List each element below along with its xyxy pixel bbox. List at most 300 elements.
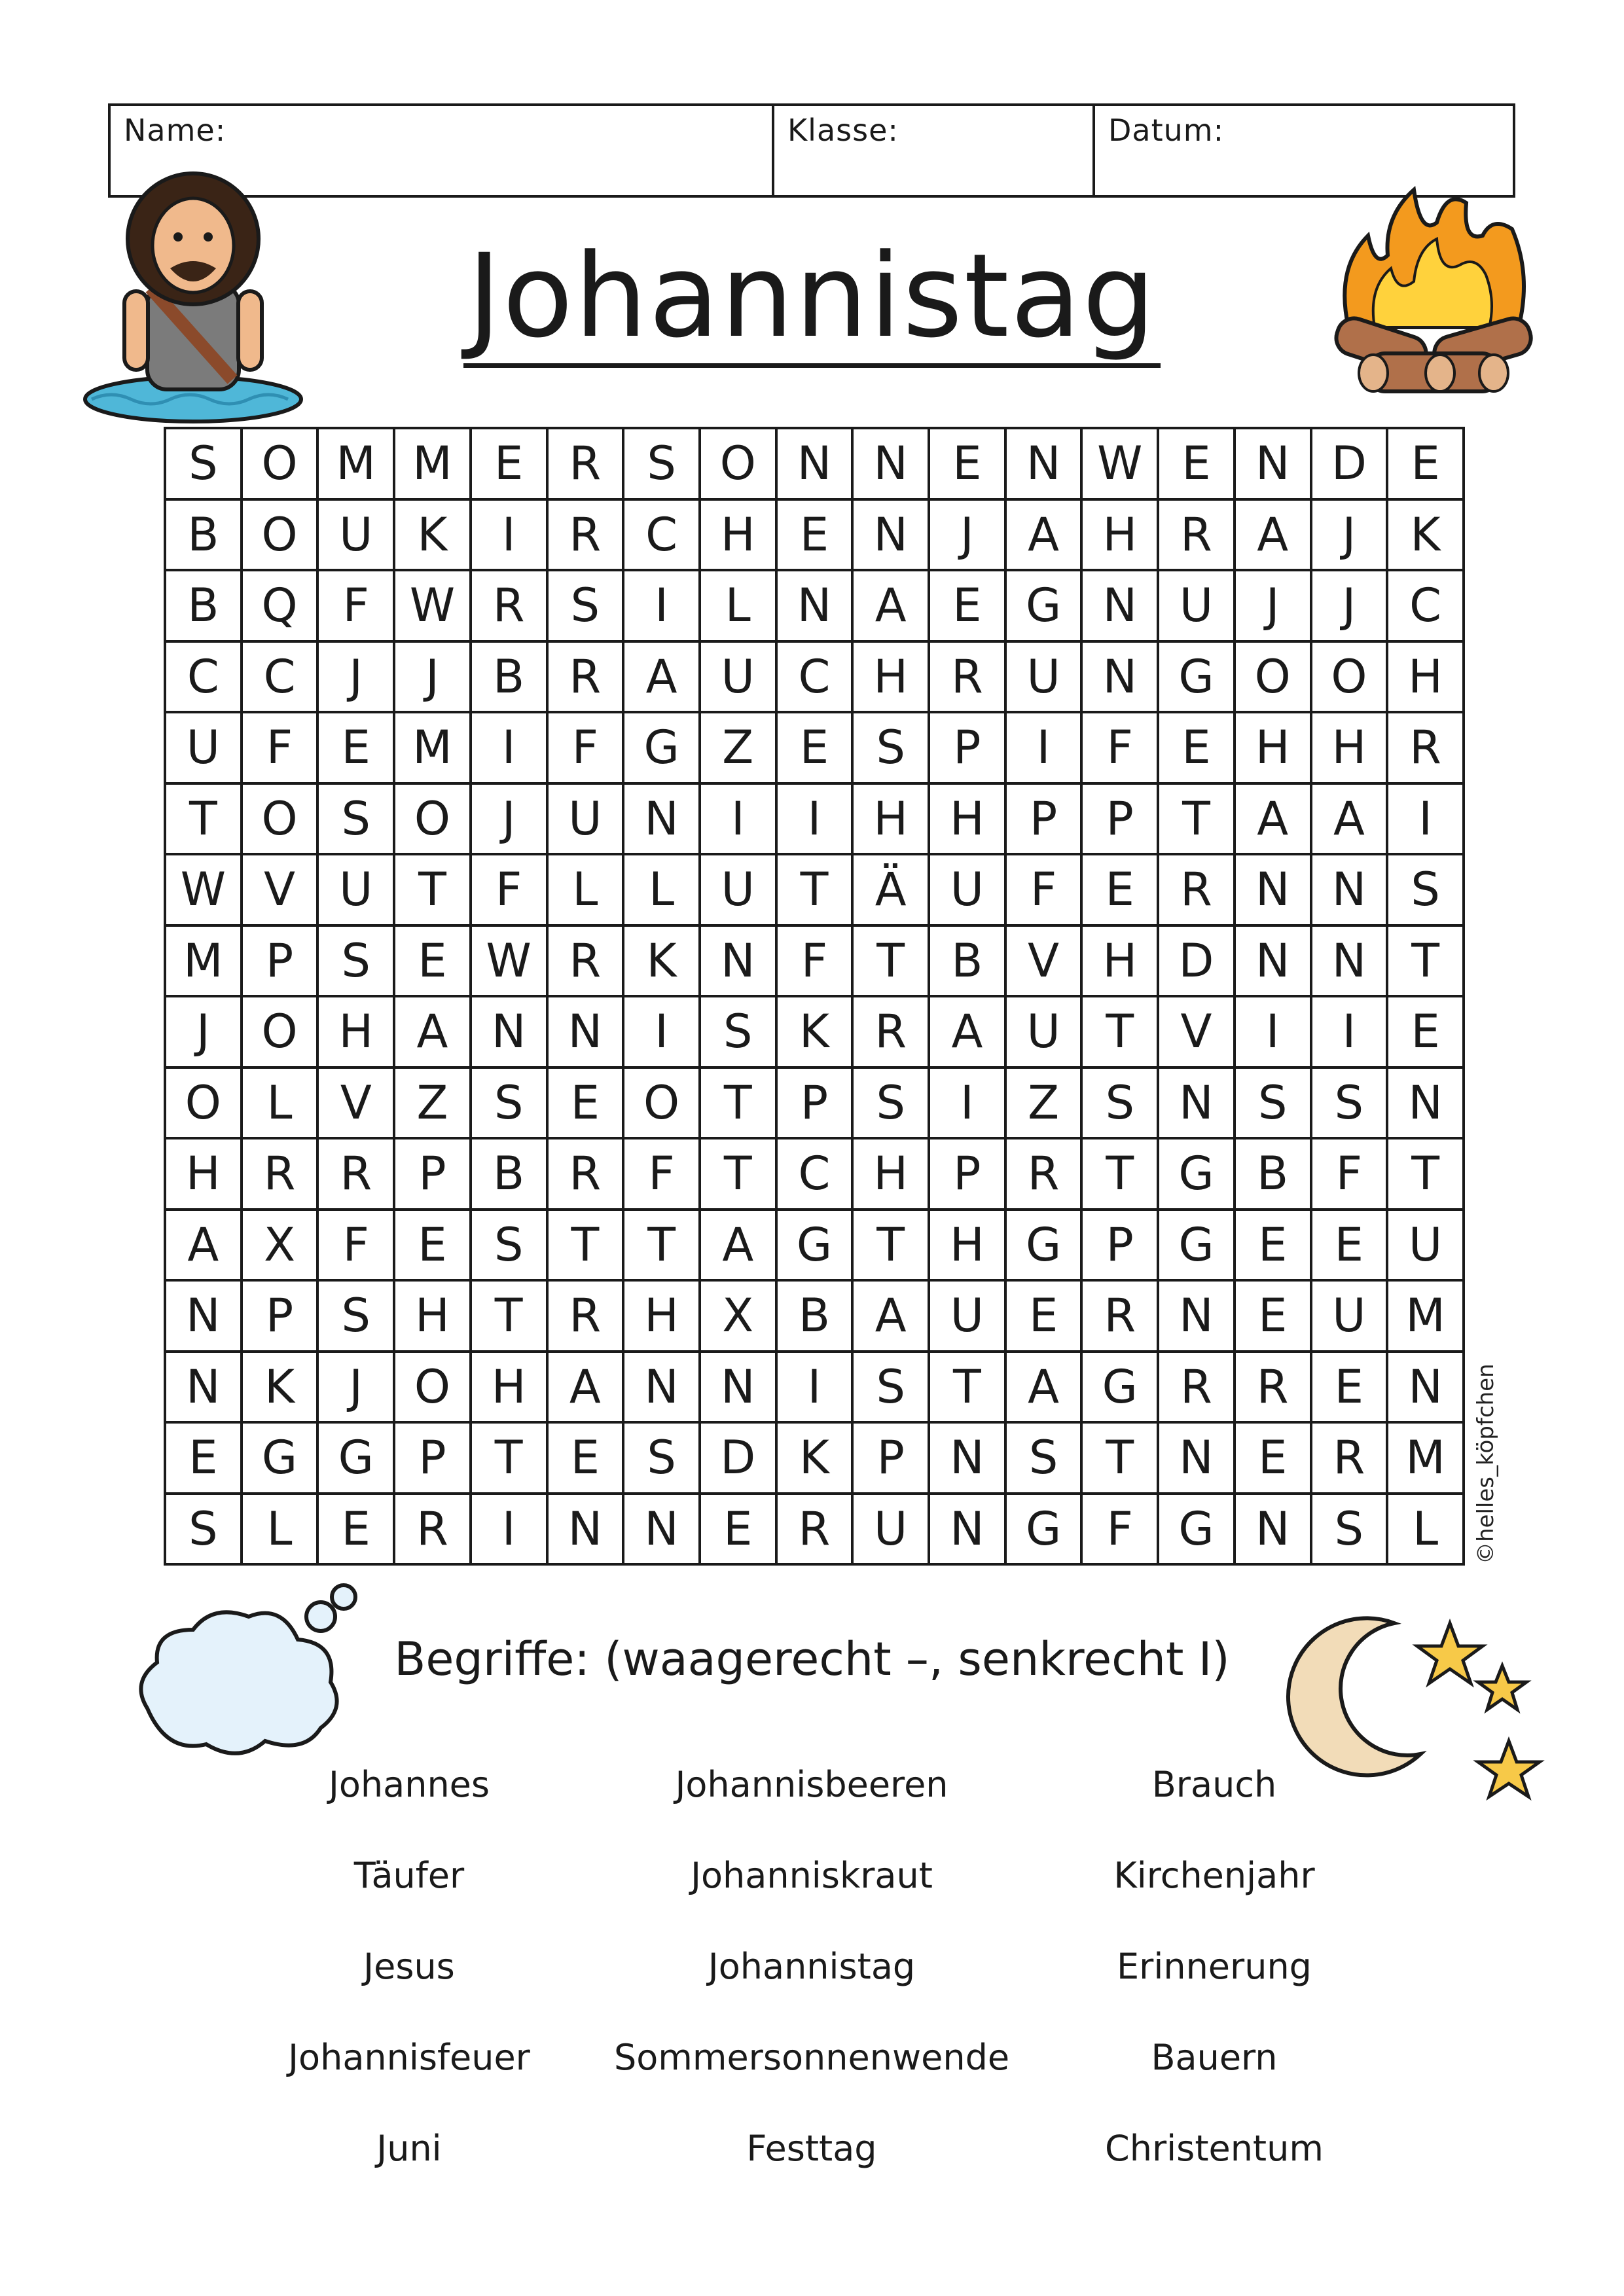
grid-cell[interactable]: C <box>623 499 700 571</box>
grid-cell[interactable]: L <box>242 1494 318 1565</box>
grid-cell[interactable]: I <box>776 1352 853 1423</box>
grid-cell[interactable]: E <box>1311 1210 1388 1281</box>
grid-cell[interactable]: P <box>929 1138 1005 1210</box>
grid-cell[interactable]: N <box>1158 1280 1235 1352</box>
grid-cell[interactable]: E <box>929 428 1005 499</box>
grid-cell[interactable]: S <box>852 1352 929 1423</box>
grid-cell[interactable]: A <box>1005 1352 1082 1423</box>
grid-cell[interactable]: U <box>700 641 776 713</box>
grid-cell[interactable]: N <box>1235 925 1311 997</box>
grid-cell[interactable]: P <box>1005 783 1082 855</box>
grid-cell[interactable]: F <box>1081 1494 1158 1565</box>
grid-cell[interactable]: T <box>776 854 853 925</box>
grid-cell[interactable]: N <box>1158 1067 1235 1139</box>
grid-cell[interactable]: N <box>623 1494 700 1565</box>
grid-cell[interactable]: P <box>929 712 1005 783</box>
grid-cell[interactable]: T <box>471 1422 547 1494</box>
grid-cell[interactable]: L <box>623 854 700 925</box>
grid-cell[interactable]: H <box>165 1138 242 1210</box>
grid-cell[interactable]: S <box>852 1067 929 1139</box>
grid-cell[interactable]: H <box>929 783 1005 855</box>
grid-cell[interactable]: G <box>1081 1352 1158 1423</box>
grid-cell[interactable]: N <box>700 1352 776 1423</box>
grid-cell[interactable]: R <box>547 1280 624 1352</box>
grid-cell[interactable]: F <box>1005 854 1082 925</box>
grid-cell[interactable]: M <box>394 712 471 783</box>
grid-cell[interactable]: R <box>1158 499 1235 571</box>
grid-cell[interactable]: Z <box>700 712 776 783</box>
grid-cell[interactable]: R <box>1158 1352 1235 1423</box>
word-column-2 <box>583 1764 1041 2222</box>
grid-cell[interactable]: R <box>852 996 929 1067</box>
grid-cell[interactable]: H <box>700 499 776 571</box>
grid-cell[interactable]: R <box>1311 1422 1388 1494</box>
grid-row <box>165 641 1464 713</box>
grid-cell[interactable]: R <box>1235 1352 1311 1423</box>
grid-cell[interactable]: R <box>1158 854 1235 925</box>
grid-cell[interactable]: A <box>623 641 700 713</box>
grid-cell[interactable]: E <box>1005 1280 1082 1352</box>
grid-cell[interactable]: X <box>700 1280 776 1352</box>
grid-cell[interactable]: E <box>1158 712 1235 783</box>
grid-cell[interactable]: T <box>852 925 929 997</box>
grid-cell[interactable]: R <box>1005 1138 1082 1210</box>
grid-cell[interactable]: O <box>623 1067 700 1139</box>
grid-cell[interactable]: R <box>471 570 547 641</box>
grid-cell[interactable]: S <box>700 996 776 1067</box>
grid-cell[interactable]: W <box>1081 428 1158 499</box>
grid-cell[interactable]: B <box>1235 1138 1311 1210</box>
grid-cell[interactable]: K <box>242 1352 318 1423</box>
grid-cell[interactable]: G <box>1005 570 1082 641</box>
grid-cell[interactable]: E <box>1235 1210 1311 1281</box>
grid-cell[interactable]: P <box>242 925 318 997</box>
grid-cell[interactable]: Z <box>1005 1067 1082 1139</box>
grid-cell[interactable]: J <box>1311 499 1388 571</box>
grid-cell[interactable]: T <box>1081 1138 1158 1210</box>
grid-cell[interactable]: H <box>1311 712 1388 783</box>
grid-cell[interactable]: G <box>1158 1494 1235 1565</box>
grid-cell[interactable]: N <box>1235 1494 1311 1565</box>
grid-cell[interactable]: I <box>1235 996 1311 1067</box>
grid-cell[interactable]: B <box>165 499 242 571</box>
grid-cell[interactable]: H <box>471 1352 547 1423</box>
grid-cell[interactable]: M <box>1387 1280 1464 1352</box>
grid-row <box>165 1210 1464 1281</box>
grid-cell[interactable]: E <box>547 1422 624 1494</box>
grid-cell[interactable]: U <box>1311 1280 1388 1352</box>
grid-cell[interactable]: I <box>1311 996 1388 1067</box>
grid-cell[interactable]: L <box>700 570 776 641</box>
grid-cell[interactable]: A <box>852 1280 929 1352</box>
grid-row <box>165 1422 1464 1494</box>
grid-cell[interactable]: G <box>242 1422 318 1494</box>
grid-cell[interactable]: E <box>700 1494 776 1565</box>
word-column-1 <box>180 1764 638 2222</box>
grid-cell[interactable]: M <box>394 428 471 499</box>
grid-cell[interactable]: S <box>1081 1067 1158 1139</box>
grid-cell[interactable]: V <box>242 854 318 925</box>
grid-cell[interactable]: I <box>776 783 853 855</box>
grid-cell[interactable]: S <box>852 712 929 783</box>
grid-cell[interactable]: N <box>1235 428 1311 499</box>
grid-cell[interactable]: T <box>700 1067 776 1139</box>
grid-cell[interactable]: S <box>1235 1067 1311 1139</box>
grid-cell[interactable]: L <box>547 854 624 925</box>
grid-cell[interactable]: C <box>1387 570 1464 641</box>
header-box <box>108 103 1515 198</box>
grid-cell[interactable]: H <box>1081 925 1158 997</box>
bonfire-icon <box>1322 177 1545 412</box>
grid-cell[interactable]: U <box>1387 1210 1464 1281</box>
grid-row <box>165 1067 1464 1139</box>
grid-cell[interactable]: O <box>242 783 318 855</box>
word-item: Johannisbeeren <box>675 1764 948 1805</box>
grid-cell[interactable]: C <box>242 641 318 713</box>
grid-cell[interactable]: E <box>547 1067 624 1139</box>
grid-cell[interactable]: U <box>852 1494 929 1565</box>
grid-cell[interactable]: U <box>929 1280 1005 1352</box>
grid-cell[interactable]: C <box>776 641 853 713</box>
grid-cell[interactable]: P <box>1081 1210 1158 1281</box>
grid-cell[interactable]: K <box>623 925 700 997</box>
grid-cell[interactable]: D <box>700 1422 776 1494</box>
grid-cell[interactable]: S <box>1311 1067 1388 1139</box>
grid-cell[interactable]: T <box>547 1210 624 1281</box>
grid-cell[interactable]: P <box>1081 783 1158 855</box>
grid-cell[interactable]: H <box>852 1138 929 1210</box>
grid-cell[interactable]: U <box>1005 641 1082 713</box>
grid-cell[interactable]: D <box>1311 428 1388 499</box>
grid-row <box>165 925 1464 997</box>
grid-cell[interactable]: E <box>471 428 547 499</box>
grid-cell[interactable]: N <box>700 925 776 997</box>
grid-cell[interactable]: N <box>623 1352 700 1423</box>
grid-cell[interactable]: E <box>1387 996 1464 1067</box>
grid-cell[interactable]: A <box>1005 499 1082 571</box>
grid-cell[interactable]: D <box>1158 925 1235 997</box>
grid-cell[interactable]: B <box>776 1280 853 1352</box>
grid-cell[interactable]: E <box>929 570 1005 641</box>
grid-cell[interactable]: C <box>776 1138 853 1210</box>
grid-cell[interactable]: B <box>929 925 1005 997</box>
grid-cell[interactable]: U <box>317 499 394 571</box>
grid-cell[interactable]: W <box>394 570 471 641</box>
grid-row <box>165 854 1464 925</box>
grid-cell[interactable]: H <box>394 1280 471 1352</box>
grid-cell[interactable]: Z <box>394 1067 471 1139</box>
grid-row <box>165 996 1464 1067</box>
grid-cell[interactable]: N <box>1311 925 1388 997</box>
grid-cell[interactable]: N <box>1235 854 1311 925</box>
grid-cell[interactable]: K <box>776 996 853 1067</box>
grid-cell[interactable]: E <box>1235 1422 1311 1494</box>
grid-cell[interactable]: A <box>547 1352 624 1423</box>
grid-cell[interactable]: J <box>929 499 1005 571</box>
grid-cell[interactable]: J <box>1235 570 1311 641</box>
grid-cell[interactable]: W <box>471 925 547 997</box>
grid-cell[interactable]: I <box>623 996 700 1067</box>
grid-cell[interactable]: E <box>165 1422 242 1494</box>
grid-cell[interactable]: E <box>776 712 853 783</box>
grid-cell[interactable]: G <box>1158 641 1235 713</box>
grid-cell[interactable]: S <box>623 428 700 499</box>
grid-row <box>165 428 1464 499</box>
grid-cell[interactable]: E <box>1387 428 1464 499</box>
grid-cell[interactable]: N <box>623 783 700 855</box>
grid-cell[interactable]: B <box>471 641 547 713</box>
grid-cell[interactable]: E <box>776 499 853 571</box>
grid-cell[interactable]: S <box>165 1494 242 1565</box>
grid-cell[interactable]: J <box>317 641 394 713</box>
grid-cell[interactable]: O <box>242 428 318 499</box>
word-item: Jesus <box>363 1946 455 1987</box>
grid-cell[interactable]: G <box>1158 1210 1235 1281</box>
grid-cell[interactable]: A <box>1235 783 1311 855</box>
grid-cell[interactable]: J <box>165 996 242 1067</box>
grid-row <box>165 499 1464 571</box>
class-label: Klasse: <box>787 113 899 148</box>
grid-cell[interactable]: H <box>1081 499 1158 571</box>
word-item: Kirchenjahr <box>1113 1855 1315 1896</box>
grid-cell[interactable]: M <box>317 428 394 499</box>
grid-cell[interactable]: X <box>242 1210 318 1281</box>
grid-cell[interactable]: F <box>242 712 318 783</box>
grid-cell[interactable]: T <box>852 1210 929 1281</box>
grid-cell[interactable]: T <box>1158 783 1235 855</box>
grid-cell[interactable]: O <box>165 1067 242 1139</box>
grid-cell[interactable]: O <box>1311 641 1388 713</box>
grid-cell[interactable]: J <box>317 1352 394 1423</box>
word-item: Erinnerung <box>1117 1946 1312 1987</box>
grid-cell[interactable]: S <box>471 1067 547 1139</box>
grid-cell[interactable]: W <box>165 854 242 925</box>
grid-cell[interactable]: O <box>1235 641 1311 713</box>
grid-cell[interactable]: R <box>547 428 624 499</box>
grid-cell[interactable]: J <box>394 641 471 713</box>
grid-cell[interactable]: Q <box>242 570 318 641</box>
grid-cell[interactable]: T <box>394 854 471 925</box>
grid-cell[interactable]: G <box>776 1210 853 1281</box>
grid-cell[interactable]: L <box>1387 1494 1464 1565</box>
grid-cell[interactable]: T <box>700 1138 776 1210</box>
grid-cell[interactable]: S <box>547 570 624 641</box>
grid-cell[interactable]: I <box>623 570 700 641</box>
grid-cell[interactable]: K <box>1387 499 1464 571</box>
name-label: Name: <box>124 113 226 148</box>
grid-cell[interactable]: U <box>1158 570 1235 641</box>
grid-cell[interactable]: U <box>929 854 1005 925</box>
grid-cell[interactable]: O <box>242 499 318 571</box>
grid-cell[interactable]: G <box>1005 1210 1082 1281</box>
grid-cell[interactable]: R <box>317 1138 394 1210</box>
grid-cell[interactable]: N <box>547 996 624 1067</box>
grid-cell[interactable]: M <box>165 925 242 997</box>
grid-cell[interactable]: R <box>1081 1280 1158 1352</box>
grid-cell[interactable]: T <box>165 783 242 855</box>
grid-cell[interactable]: S <box>317 783 394 855</box>
grid-cell[interactable]: F <box>547 712 624 783</box>
grid-cell[interactable]: R <box>547 1138 624 1210</box>
grid-cell[interactable]: N <box>929 1494 1005 1565</box>
grid-cell[interactable]: F <box>471 854 547 925</box>
grid-cell[interactable]: G <box>317 1422 394 1494</box>
grid-cell[interactable]: J <box>1311 570 1388 641</box>
grid-cell[interactable]: S <box>317 925 394 997</box>
grid-cell[interactable]: K <box>394 499 471 571</box>
grid-cell[interactable]: N <box>1081 641 1158 713</box>
grid-cell[interactable]: I <box>700 783 776 855</box>
grid-cell[interactable]: E <box>1158 428 1235 499</box>
grid-cell[interactable]: R <box>1387 712 1464 783</box>
grid-cell[interactable]: T <box>1387 1138 1464 1210</box>
grid-cell[interactable]: F <box>317 1210 394 1281</box>
grid-cell[interactable]: C <box>165 641 242 713</box>
grid-cell[interactable]: T <box>1081 1422 1158 1494</box>
grid-cell[interactable]: T <box>1387 925 1464 997</box>
grid-cell[interactable]: Ä <box>852 854 929 925</box>
grid-cell[interactable]: B <box>165 570 242 641</box>
grid-cell[interactable]: U <box>700 854 776 925</box>
page-title: Johannistag <box>463 239 1161 368</box>
grid-cell[interactable]: M <box>1387 1422 1464 1494</box>
grid-cell[interactable]: S <box>1311 1494 1388 1565</box>
grid-cell[interactable]: E <box>394 925 471 997</box>
grid-cell[interactable]: G <box>1005 1494 1082 1565</box>
grid-cell[interactable]: N <box>471 996 547 1067</box>
grid-cell[interactable]: F <box>1311 1138 1388 1210</box>
grid-cell[interactable]: E <box>1235 1280 1311 1352</box>
grid-cell[interactable]: H <box>623 1280 700 1352</box>
word-search-grid <box>164 427 1465 1566</box>
grid-cell[interactable]: H <box>852 641 929 713</box>
grid-cell[interactable]: I <box>1005 712 1082 783</box>
word-item: Sommersonnenwende <box>613 2037 1010 2078</box>
grid-cell[interactable]: N <box>1387 1067 1464 1139</box>
grid-cell[interactable]: O <box>394 1352 471 1423</box>
grid-cell[interactable]: A <box>165 1210 242 1281</box>
terms-heading: Begriffe: (waagerecht –, senkrecht I) <box>394 1632 1230 1686</box>
word-item: Johanniskraut <box>691 1855 933 1896</box>
grid-cell[interactable]: I <box>471 1494 547 1565</box>
grid-cell[interactable]: U <box>317 854 394 925</box>
grid-cell[interactable]: N <box>852 428 929 499</box>
grid-cell[interactable]: A <box>1235 499 1311 571</box>
grid-cell[interactable]: S <box>317 1280 394 1352</box>
grid-cell[interactable]: N <box>1311 854 1388 925</box>
grid-cell[interactable]: N <box>1387 1352 1464 1423</box>
grid-cell[interactable]: N <box>547 1494 624 1565</box>
grid-cell[interactable]: S <box>1387 854 1464 925</box>
grid-cell[interactable]: N <box>165 1352 242 1423</box>
grid-cell[interactable]: U <box>165 712 242 783</box>
grid-cell[interactable]: N <box>929 1422 1005 1494</box>
grid-cell[interactable]: O <box>700 428 776 499</box>
grid-cell[interactable]: U <box>1005 996 1082 1067</box>
grid-cell[interactable]: E <box>317 712 394 783</box>
grid-cell[interactable]: I <box>1387 783 1464 855</box>
grid-cell[interactable]: S <box>471 1210 547 1281</box>
grid-cell[interactable]: T <box>471 1280 547 1352</box>
date-label: Datum: <box>1108 113 1225 148</box>
grid-cell[interactable]: R <box>547 925 624 997</box>
grid-cell[interactable]: H <box>317 996 394 1067</box>
grid-cell[interactable]: R <box>394 1494 471 1565</box>
grid-cell[interactable]: R <box>242 1138 318 1210</box>
grid-cell[interactable]: O <box>394 783 471 855</box>
grid-cell[interactable]: N <box>776 570 853 641</box>
grid-cell[interactable]: H <box>929 1210 1005 1281</box>
grid-cell[interactable]: T <box>623 1210 700 1281</box>
word-list <box>0 1764 1624 2173</box>
grid-cell[interactable]: T <box>1081 996 1158 1067</box>
grid-cell[interactable]: A <box>1311 783 1388 855</box>
grid-cell[interactable]: E <box>317 1494 394 1565</box>
grid-cell[interactable]: A <box>700 1210 776 1281</box>
grid-cell[interactable]: R <box>776 1494 853 1565</box>
grid-cell[interactable]: N <box>1158 1422 1235 1494</box>
grid-cell[interactable]: G <box>623 712 700 783</box>
grid-cell[interactable]: N <box>852 499 929 571</box>
grid-cell[interactable]: O <box>242 996 318 1067</box>
class-field[interactable] <box>772 106 1092 195</box>
grid-cell[interactable]: F <box>1081 712 1158 783</box>
grid-cell[interactable]: P <box>242 1280 318 1352</box>
grid-cell[interactable]: F <box>776 925 853 997</box>
grid-cell[interactable]: V <box>1005 925 1082 997</box>
grid-cell[interactable]: U <box>547 783 624 855</box>
grid-cell[interactable]: S <box>623 1422 700 1494</box>
grid-cell[interactable]: E <box>1311 1352 1388 1423</box>
grid-cell[interactable]: I <box>471 712 547 783</box>
grid-cell[interactable]: N <box>1081 570 1158 641</box>
grid-cell[interactable]: P <box>394 1138 471 1210</box>
grid-cell[interactable]: S <box>1005 1422 1082 1494</box>
grid-cell[interactable]: A <box>852 570 929 641</box>
grid-cell[interactable]: L <box>242 1067 318 1139</box>
grid-cell[interactable]: B <box>471 1138 547 1210</box>
grid-cell[interactable]: H <box>1235 712 1311 783</box>
grid-cell[interactable]: P <box>776 1067 853 1139</box>
grid-cell[interactable]: P <box>394 1422 471 1494</box>
grid-cell[interactable]: P <box>852 1422 929 1494</box>
grid-cell[interactable]: E <box>394 1210 471 1281</box>
grid-cell[interactable]: J <box>471 783 547 855</box>
grid-cell[interactable]: N <box>165 1280 242 1352</box>
grid-cell[interactable]: S <box>165 428 242 499</box>
grid-cell[interactable]: F <box>623 1138 700 1210</box>
grid-cell[interactable]: T <box>929 1352 1005 1423</box>
grid-cell[interactable]: F <box>317 570 394 641</box>
grid-cell[interactable]: A <box>929 996 1005 1067</box>
grid-cell[interactable]: E <box>1081 854 1158 925</box>
grid-cell[interactable]: K <box>776 1422 853 1494</box>
grid-cell[interactable]: V <box>317 1067 394 1139</box>
grid-cell[interactable]: G <box>1158 1138 1235 1210</box>
grid-cell[interactable]: V <box>1158 996 1235 1067</box>
grid-cell[interactable]: N <box>1005 428 1082 499</box>
grid-cell[interactable]: H <box>1387 641 1464 713</box>
grid-cell[interactable]: R <box>547 499 624 571</box>
grid-cell[interactable]: I <box>471 499 547 571</box>
word-item: Brauch <box>1151 1764 1277 1805</box>
grid-cell[interactable]: H <box>852 783 929 855</box>
grid-cell[interactable]: N <box>776 428 853 499</box>
grid-cell[interactable]: A <box>394 996 471 1067</box>
grid-cell[interactable]: R <box>929 641 1005 713</box>
grid-cell[interactable]: R <box>547 641 624 713</box>
grid-cell[interactable]: I <box>929 1067 1005 1139</box>
